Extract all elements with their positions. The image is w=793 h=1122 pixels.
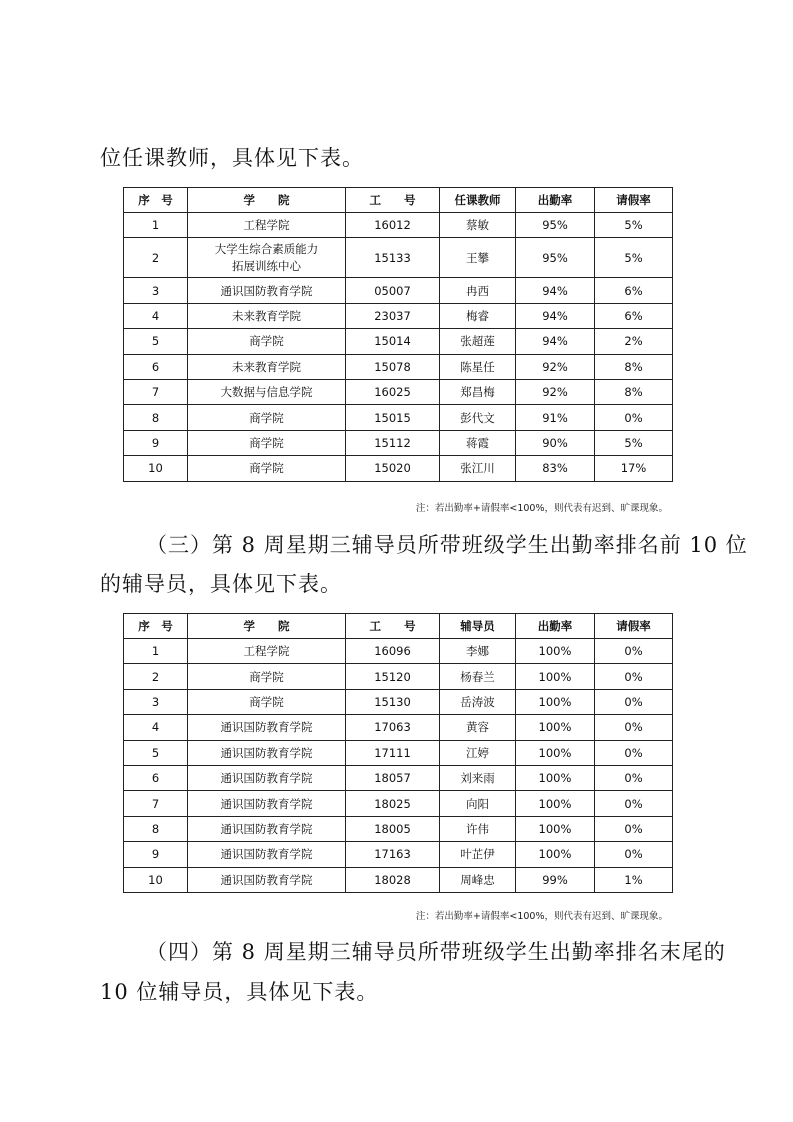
table-cell: 6 [124, 765, 188, 790]
table-cell: 商学院 [188, 430, 346, 455]
table-cell: 0% [595, 791, 673, 816]
table-row [124, 867, 673, 892]
section-heading: （四）第 8 周星期三辅导员所带班级学生出勤率排名末尾的 [146, 940, 726, 964]
intro-text: 位任课教师，具体见下表。 [100, 146, 364, 170]
table-cell: 99% [516, 867, 595, 892]
table-cell: 10 [124, 456, 188, 481]
table-cell: 通识国防教育学院 [188, 791, 346, 816]
table-cell: 100% [516, 664, 595, 689]
table-cell: 15133 [346, 238, 440, 278]
table-cell: 5 [124, 329, 188, 354]
teacher-attendance-table [123, 187, 673, 482]
table-cell: 0% [595, 816, 673, 841]
header-cell: 请假率 [595, 188, 673, 213]
section-heading-continued: 的辅导员，具体见下表。 [100, 572, 342, 596]
table-cell: 18057 [346, 765, 440, 790]
table-cell: 黄容 [440, 715, 516, 740]
table-row [124, 430, 673, 455]
table-cell: 100% [516, 816, 595, 841]
table-note: 注：若出勤率+请假率<100%，则代表有迟到、旷课现象。 [415, 911, 668, 922]
table-cell: 通识国防教育学院 [188, 816, 346, 841]
table-cell: 向阳 [440, 791, 516, 816]
table-cell: 江婷 [440, 740, 516, 765]
table-cell: 92% [516, 354, 595, 379]
header-cell: 学 院 [188, 188, 346, 213]
table-cell: 3 [124, 278, 188, 303]
table-cell: 叶芷伊 [440, 842, 516, 867]
table-cell: 0% [595, 715, 673, 740]
table-cell: 92% [516, 379, 595, 404]
table-cell: 商学院 [188, 664, 346, 689]
table-cell: 张超莲 [440, 329, 516, 354]
table-cell: 8% [595, 379, 673, 404]
table-cell: 16025 [346, 379, 440, 404]
table-cell: 刘来雨 [440, 765, 516, 790]
table-cell: 周峰忠 [440, 867, 516, 892]
table-cell: 陈星任 [440, 354, 516, 379]
table-cell: 4 [124, 715, 188, 740]
header-cell: 序 号 [124, 188, 188, 213]
table-row [124, 740, 673, 765]
table-row [124, 456, 673, 481]
table-cell: 5 [124, 740, 188, 765]
table-cell: 16096 [346, 639, 440, 664]
table-cell: 7 [124, 379, 188, 404]
header-cell: 请假率 [595, 614, 673, 639]
header-cell: 出勤率 [516, 188, 595, 213]
table-cell: 大学生综合素质能力 拓展训练中心 [188, 238, 346, 278]
table-cell: 95% [516, 238, 595, 278]
table-cell: 通识国防教育学院 [188, 867, 346, 892]
table-cell: 100% [516, 842, 595, 867]
header-cell: 工 号 [346, 614, 440, 639]
table-cell: 90% [516, 430, 595, 455]
table-row [124, 842, 673, 867]
table-cell: 梅睿 [440, 303, 516, 328]
table-cell: 100% [516, 639, 595, 664]
table-cell: 1 [124, 213, 188, 238]
table-row [124, 715, 673, 740]
table-cell: 83% [516, 456, 595, 481]
table-cell: 17% [595, 456, 673, 481]
table-row [124, 303, 673, 328]
header-cell: 任课教师 [440, 188, 516, 213]
table-cell: 0% [595, 740, 673, 765]
table-header-row [124, 188, 673, 213]
table-cell: 工程学院 [188, 639, 346, 664]
table-cell: 17063 [346, 715, 440, 740]
section-heading-continued: 10 位辅导员，具体见下表。 [100, 980, 379, 1004]
table-header-row [124, 614, 673, 639]
table-row [124, 791, 673, 816]
table-cell: 17163 [346, 842, 440, 867]
table-cell: 94% [516, 329, 595, 354]
table-cell: 100% [516, 740, 595, 765]
table-cell: 0% [595, 765, 673, 790]
table-cell: 彭代文 [440, 405, 516, 430]
table-cell: 0% [595, 842, 673, 867]
table-cell: 6 [124, 354, 188, 379]
table-row [124, 639, 673, 664]
table-cell: 2% [595, 329, 673, 354]
table-cell: 0% [595, 405, 673, 430]
table-cell: 未来教育学院 [188, 303, 346, 328]
table-cell: 15120 [346, 664, 440, 689]
table-row [124, 238, 673, 278]
table-cell: 95% [516, 213, 595, 238]
table-cell: 0% [595, 664, 673, 689]
table-cell: 0% [595, 639, 673, 664]
table-cell: 杨春兰 [440, 664, 516, 689]
table-cell: 2 [124, 664, 188, 689]
header-cell: 学 院 [188, 614, 346, 639]
table-cell: 15130 [346, 689, 440, 714]
table-cell: 未来教育学院 [188, 354, 346, 379]
table-cell: 15014 [346, 329, 440, 354]
table-cell: 1 [124, 639, 188, 664]
table-cell: 8% [595, 354, 673, 379]
table-cell: 8 [124, 405, 188, 430]
table-cell: 6% [595, 303, 673, 328]
table-cell: 18025 [346, 791, 440, 816]
header-cell: 序 号 [124, 614, 188, 639]
table-cell: 15112 [346, 430, 440, 455]
table-row [124, 816, 673, 841]
table-row [124, 664, 673, 689]
table-cell: 李娜 [440, 639, 516, 664]
table-cell: 94% [516, 303, 595, 328]
table-cell: 100% [516, 715, 595, 740]
table-cell: 9 [124, 430, 188, 455]
table-cell: 通识国防教育学院 [188, 740, 346, 765]
table-cell: 9 [124, 842, 188, 867]
table-cell: 工程学院 [188, 213, 346, 238]
table-cell: 大数据与信息学院 [188, 379, 346, 404]
table-cell: 17111 [346, 740, 440, 765]
table-cell: 1% [595, 867, 673, 892]
table-row [124, 278, 673, 303]
counselor-top-table [123, 613, 673, 893]
table-cell: 0% [595, 689, 673, 714]
header-cell: 出勤率 [516, 614, 595, 639]
table-cell: 张江川 [440, 456, 516, 481]
table-cell: 5% [595, 238, 673, 278]
table-cell: 23037 [346, 303, 440, 328]
table-cell: 15015 [346, 405, 440, 430]
table-cell: 4 [124, 303, 188, 328]
table-cell: 100% [516, 791, 595, 816]
table-cell: 18005 [346, 816, 440, 841]
table-cell: 94% [516, 278, 595, 303]
table-cell: 05007 [346, 278, 440, 303]
table-note: 注：若出勤率+请假率<100%，则代表有迟到、旷课现象。 [415, 503, 668, 514]
table-cell: 王攀 [440, 238, 516, 278]
table-cell: 蒋霞 [440, 430, 516, 455]
table-cell: 100% [516, 689, 595, 714]
table-row [124, 329, 673, 354]
table-cell: 2 [124, 238, 188, 278]
table-row [124, 405, 673, 430]
table-row [124, 354, 673, 379]
table-cell: 商学院 [188, 405, 346, 430]
table-cell: 100% [516, 765, 595, 790]
table-cell: 商学院 [188, 456, 346, 481]
table-row [124, 213, 673, 238]
table-cell: 通识国防教育学院 [188, 278, 346, 303]
table-cell: 商学院 [188, 329, 346, 354]
table-cell: 15020 [346, 456, 440, 481]
table-cell: 8 [124, 816, 188, 841]
table-cell: 商学院 [188, 689, 346, 714]
header-cell: 辅导员 [440, 614, 516, 639]
table-cell: 3 [124, 689, 188, 714]
table-cell: 许伟 [440, 816, 516, 841]
table-cell: 5% [595, 213, 673, 238]
header-cell: 工 号 [346, 188, 440, 213]
table-cell: 岳涛波 [440, 689, 516, 714]
table-cell: 冉西 [440, 278, 516, 303]
table-cell: 郑昌梅 [440, 379, 516, 404]
table-cell: 10 [124, 867, 188, 892]
table-cell: 通识国防教育学院 [188, 715, 346, 740]
table-cell: 16012 [346, 213, 440, 238]
table-cell: 通识国防教育学院 [188, 842, 346, 867]
table-cell: 蔡敏 [440, 213, 516, 238]
table-row [124, 689, 673, 714]
table-cell: 通识国防教育学院 [188, 765, 346, 790]
table-cell: 15078 [346, 354, 440, 379]
table-row [124, 765, 673, 790]
table-cell: 6% [595, 278, 673, 303]
table-cell: 5% [595, 430, 673, 455]
table-cell: 18028 [346, 867, 440, 892]
table-row [124, 379, 673, 404]
table-cell: 91% [516, 405, 595, 430]
section-heading: （三）第 8 周星期三辅导员所带班级学生出勤率排名前 10 位 [146, 533, 748, 557]
table-cell: 7 [124, 791, 188, 816]
